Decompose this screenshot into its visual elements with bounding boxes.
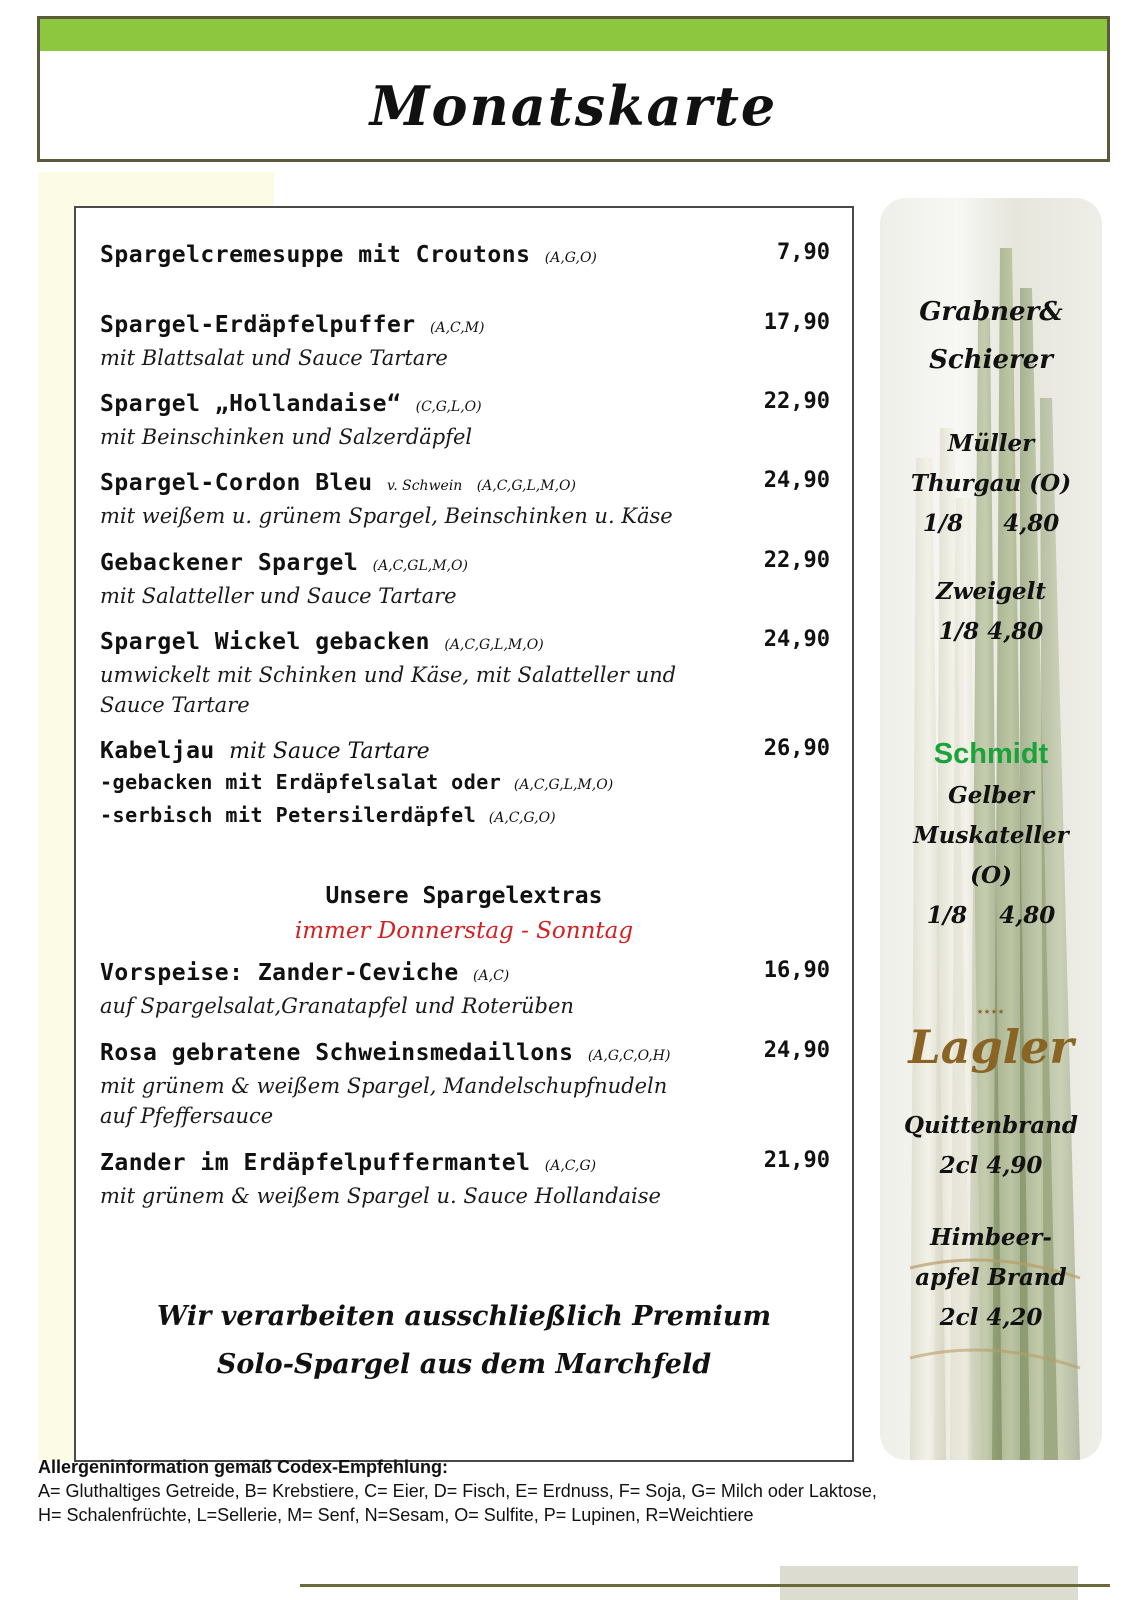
item-title: Spargel Wickel gebacken (100, 629, 430, 655)
menu-item (100, 736, 830, 833)
spirit-2-line-2: apfel Brand (915, 1264, 1067, 1291)
spirit-2-line-1: Himbeer- (930, 1224, 1052, 1251)
item-price: 16,90 (763, 958, 830, 983)
wine-1-variety: Thurgau (O) (910, 470, 1072, 497)
item-description: mit weißem u. grünem Spargel, Beinschinken u. Käse (100, 504, 673, 528)
winery-1 (880, 288, 1102, 384)
item-price: 22,90 (763, 389, 830, 414)
lagler-logo: Lagler (908, 1020, 1074, 1074)
item-title: Gebackener Spargel (100, 550, 359, 576)
wine-2-price: 1/8 4,80 (938, 618, 1044, 645)
item-description: mit grünem & weißem Spargel u. Sauce Hollandaise (100, 1184, 661, 1208)
footer-line (300, 1584, 1110, 1587)
item-title: Rosa gebratene Schweinsmedaillons (100, 1040, 574, 1066)
wine-3 (880, 776, 1102, 936)
allergen-codes: (A,C,G,L,M,O) (513, 777, 614, 793)
wine-3-line-2: Muskateller (913, 822, 1069, 849)
item-variant: -serbisch mit Petersilerdäpfel (100, 803, 477, 827)
allergen-codes: (A,C,G,L,M,O) (476, 478, 576, 494)
logo-stars-icon: ★★★★ (976, 1006, 1006, 1017)
winery-1-line-1: Grabner& (919, 297, 1063, 327)
winery-1-line-2: Schierer (929, 345, 1053, 375)
item-description: mit Blattsalat und Sauce Tartare (100, 346, 448, 370)
allergen-codes: (A,C,G) (544, 1158, 597, 1174)
item-note: v. Schwein (386, 478, 463, 494)
allergen-line-1: A= Gluthaltiges Getreide, B= Krebstiere, C= Eier, D= Fisch, E= Erdnuss, F= Soja, G= Milch oder Laktose, (38, 1481, 877, 1501)
item-description: Sauce Tartare (100, 693, 250, 717)
side-panel (880, 198, 1102, 1460)
footer-bar (780, 1566, 1078, 1600)
item-title-suffix: mit Sauce Tartare (229, 739, 430, 764)
premium-note (76, 1293, 852, 1389)
wine-2-name: Zweigelt (935, 578, 1047, 605)
allergen-codes: (C,G,L,O) (415, 399, 482, 415)
item-price: 24,90 (763, 1038, 830, 1063)
item-price: 21,90 (763, 1148, 830, 1173)
item-title: Zander im Erdäpfelpuffermantel (100, 1150, 531, 1176)
winery-2: Schmidt (933, 738, 1049, 770)
item-title: Spargel-Cordon Bleu (100, 470, 373, 496)
item-title: Spargel „Hollandaise“ (100, 391, 402, 417)
allergen-codes: (A,G,C,O,H) (587, 1048, 671, 1064)
allergen-line-2: H= Schalenfrüchte, L=Sellerie, M= Senf, N=Sesam, O= Sulfite, P= Lupinen, R=Weichtiere (38, 1505, 754, 1525)
premium-line-2: Solo-Spargel aus dem Marchfeld (216, 1349, 712, 1380)
wine-1 (880, 424, 1102, 544)
item-price: 22,90 (763, 548, 830, 573)
header-box (37, 16, 1110, 162)
wine-1-name: Müller (947, 430, 1035, 457)
wine-2 (880, 572, 1102, 652)
allergen-title: Allergeninformation gemäß Codex-Empfehlung: (38, 1457, 449, 1477)
menu-item (100, 627, 830, 720)
allergen-info (38, 1455, 1108, 1527)
spirit-2 (880, 1218, 1102, 1338)
item-variant: -gebacken mit Erdäpfelsalat oder (100, 770, 502, 794)
wine-3-line-3: (O) (970, 862, 1012, 889)
menu-box (74, 206, 854, 1462)
allergen-codes: (A,C,G,O) (488, 810, 556, 826)
premium-line-1: Wir verarbeiten ausschließlich Premium (156, 1301, 772, 1332)
item-title: Spargelcremesuppe mit Croutons (100, 242, 531, 268)
spirit-2-price: 2cl 4,20 (939, 1304, 1043, 1331)
menu-item (100, 310, 830, 373)
allergen-codes: (A,C) (473, 968, 510, 984)
allergen-codes: (A,C,M) (430, 320, 485, 336)
allergen-codes: (A,C,G,L,M,O) (444, 637, 544, 653)
wine-3-line-1: Gelber (948, 782, 1034, 809)
wine-3-price: 1/8 4,80 (926, 902, 1056, 929)
page-title: Monatskarte (369, 74, 778, 138)
item-title: Kabeljau (100, 738, 215, 764)
menu-item (100, 1148, 830, 1211)
item-description: umwickelt mit Schinken und Käse, mit Salatteller und (100, 663, 677, 687)
menu-item (100, 958, 830, 1021)
spirit-1-price: 2cl 4,90 (939, 1152, 1043, 1179)
menu-item (100, 240, 830, 273)
spirit-1 (880, 1106, 1102, 1186)
item-title: Vorspeise: Zander-Ceviche (100, 960, 459, 986)
allergen-codes: (A,C,GL,M,O) (372, 558, 468, 574)
menu-item (100, 468, 830, 531)
item-price: 26,90 (763, 736, 830, 761)
item-title: Spargel-Erdäpfelpuffer (100, 312, 416, 338)
menu-item (100, 389, 830, 452)
item-description: mit grünem & weißem Spargel, Mandelschupfnudeln (100, 1074, 668, 1098)
item-description: auf Spargelsalat,Granatapfel und Roterüben (100, 994, 574, 1018)
allergen-codes: (A,G,O) (544, 250, 597, 266)
item-price: 17,90 (763, 310, 830, 335)
menu-item (100, 1038, 830, 1131)
extras-heading: Unsere Spargelextras (325, 883, 603, 909)
header-stripe (40, 19, 1107, 51)
extras-subheading: immer Donnerstag - Sonntag (294, 918, 634, 944)
item-price: 24,90 (763, 627, 830, 652)
item-description: mit Salatteller und Sauce Tartare (100, 584, 457, 608)
item-description: mit Beinschinken und Salzerdäpfel (100, 425, 473, 449)
item-description: auf Pfeffersauce (100, 1104, 274, 1128)
menu-item (100, 548, 830, 611)
item-price: 7,90 (777, 240, 830, 265)
item-price: 24,90 (763, 468, 830, 493)
spirit-1-name: Quittenbrand (903, 1112, 1078, 1139)
wine-1-price: 1/8 4,80 (922, 510, 1060, 537)
